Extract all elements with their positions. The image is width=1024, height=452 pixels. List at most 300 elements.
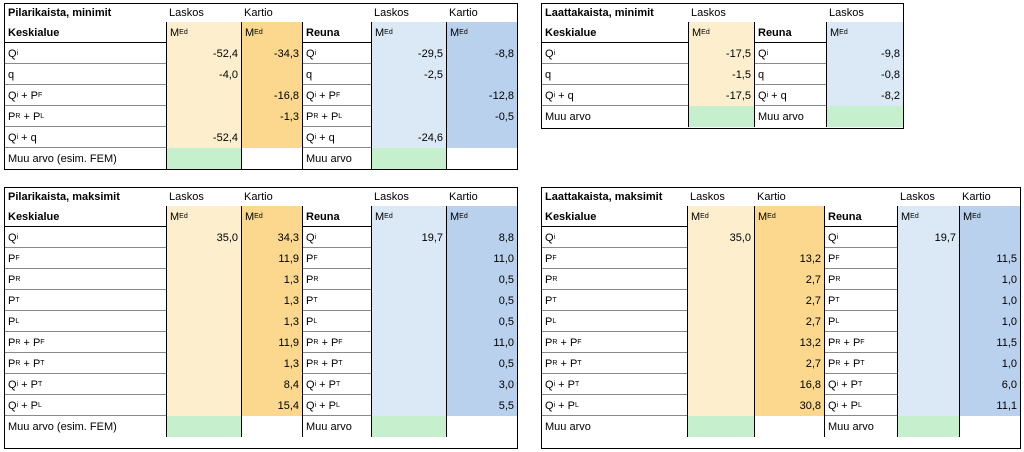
other-value-input-reuna[interactable] [897, 416, 959, 437]
label-main: Q [828, 231, 837, 244]
table-laattakaista-maksimit [541, 187, 1021, 449]
label-subscript-2: T [38, 381, 43, 388]
spacer [755, 4, 826, 22]
other-value-input[interactable] [688, 106, 755, 127]
table-row [542, 43, 903, 64]
row-label-cell [303, 248, 371, 269]
label-main: P [828, 252, 836, 265]
label-subscript-2: T [575, 381, 580, 388]
row-label-cell [542, 395, 687, 416]
row-label-cell [825, 311, 897, 332]
label-subscript: F [835, 255, 840, 262]
value-reuna-laskos: -24,6 [371, 127, 446, 148]
label-main: P [306, 110, 314, 123]
col-header-laskos: Laskos [169, 7, 204, 19]
label-main: q [758, 68, 765, 81]
row-label-cell [755, 43, 826, 64]
col-header-kartio: Kartio [757, 191, 786, 203]
other-value-row [5, 416, 517, 437]
moment-subscript: Ed [254, 213, 263, 220]
label-main: P [8, 252, 16, 265]
label-main: P [545, 315, 553, 328]
row-label-cell [542, 353, 687, 374]
label-subscript: L [552, 318, 557, 325]
label-subscript: i [314, 402, 317, 409]
value-laskos [166, 248, 241, 269]
header-row-2 [542, 22, 903, 43]
row-label-cell [303, 43, 371, 64]
col-header-laskos: Laskos [900, 191, 935, 203]
value-reuna-laskos [897, 332, 959, 353]
moment-symbol: M [901, 210, 911, 223]
other-value-empty [241, 148, 303, 169]
moment-header [166, 22, 241, 43]
label-subscript: R [835, 339, 841, 346]
value-kartio: 1,3 [241, 290, 303, 311]
value-kartio: 15,4 [241, 395, 303, 416]
label-main: P [828, 273, 836, 286]
label-main: P [545, 273, 553, 286]
label-main: P [545, 357, 553, 370]
label-subscript: i [314, 50, 317, 57]
value-kartio: 1,3 [241, 269, 303, 290]
value-reuna-kartio: 1,0 [959, 290, 1020, 311]
moment-header [241, 22, 303, 43]
value-reuna-kartio: 1,0 [959, 311, 1020, 332]
table-row [542, 85, 903, 106]
label-subscript: R [552, 339, 558, 346]
label-main: P [545, 336, 553, 349]
region-label: Keskialue [8, 210, 60, 223]
table-row [5, 64, 517, 85]
label-subscript: R [15, 360, 21, 367]
row-label-cell [303, 85, 371, 106]
value-reuna-laskos [371, 248, 446, 269]
value-reuna-laskos [371, 85, 446, 106]
table-laattakaista-minimit [541, 3, 904, 129]
row-label-cell [5, 127, 166, 148]
table-pilarikaista-maksimit [4, 187, 518, 449]
row-label-cell [542, 248, 687, 269]
moment-symbol: M [692, 26, 702, 39]
value-kartio: -1,3 [241, 106, 303, 127]
row-label-cell [542, 43, 688, 64]
moment-header [446, 22, 517, 43]
label-subscript-2: L [40, 113, 45, 120]
label-subscript: i [553, 92, 556, 99]
label-subscript: i [766, 92, 769, 99]
reuna-label: Reuna [758, 26, 792, 39]
region-label: Keskialue [8, 26, 60, 39]
label-rest: + P [20, 357, 41, 370]
label-subscript: T [552, 297, 557, 304]
label-subscript-2: F [860, 339, 865, 346]
label-subscript: i [314, 92, 317, 99]
value-kartio: 2,7 [754, 353, 825, 374]
label-main: Q [545, 231, 554, 244]
value-reuna-laskos [897, 311, 959, 332]
value-laskos [166, 332, 241, 353]
value-reuna-laskos [897, 290, 959, 311]
table-pilarikaista-minimit [4, 3, 518, 170]
label-rest: + P [840, 357, 861, 370]
value-reuna-laskos: -9,8 [826, 43, 903, 64]
label-main: P [828, 315, 836, 328]
row-label-cell [542, 85, 688, 106]
row-label-cell [825, 227, 897, 248]
label-subscript: i [553, 234, 556, 241]
row-label-cell [303, 127, 371, 148]
moment-subscript: Ed [179, 213, 188, 220]
label-main: Q [758, 47, 767, 60]
label-main: Q [306, 378, 315, 391]
table-row [542, 248, 1020, 269]
value-kartio: 11,9 [241, 248, 303, 269]
row-label-cell [5, 395, 166, 416]
value-laskos [166, 353, 241, 374]
row-label-cell [825, 269, 897, 290]
table-row [542, 374, 1020, 395]
label-subscript: i [314, 234, 317, 241]
value-kartio: 1,3 [241, 311, 303, 332]
table-row [5, 395, 517, 416]
spacer [303, 4, 371, 22]
table-row [542, 332, 1020, 353]
table-row [5, 43, 517, 64]
col-header-kartio: Kartio [449, 7, 478, 19]
col-header-laskos: Laskos [690, 191, 725, 203]
label-main: Q [828, 399, 837, 412]
label-subscript: T [835, 297, 840, 304]
value-laskos [166, 269, 241, 290]
value-laskos: -52,4 [166, 127, 241, 148]
col-header-laskos: Laskos [374, 191, 409, 203]
label-subscript-2: F [577, 339, 582, 346]
moment-subscript: Ed [767, 213, 776, 220]
table-title: Laattakaista, maksimit [545, 191, 663, 203]
label-subscript-2: L [38, 402, 42, 409]
value-laskos [166, 374, 241, 395]
value-reuna-kartio [446, 64, 517, 85]
other-value-input-reuna[interactable] [371, 148, 446, 169]
row-label-cell [825, 353, 897, 374]
label-main: Q [545, 47, 554, 60]
moment-subscript: Ed [459, 213, 468, 220]
label-rest: + P [18, 399, 38, 412]
label-main: P [8, 357, 16, 370]
moment-symbol: M [375, 210, 385, 223]
label-rest: + P [557, 336, 578, 349]
moment-subscript: Ed [384, 213, 393, 220]
value-reuna-kartio: -12,8 [446, 85, 517, 106]
row-label-cell [5, 290, 166, 311]
label-main: Q [545, 399, 554, 412]
row-label-cell [755, 85, 826, 106]
row-label-cell [303, 227, 371, 248]
label-subscript-2: T [338, 360, 343, 367]
label-main: q [306, 68, 313, 81]
col-header-laskos: Laskos [829, 7, 864, 19]
value-reuna-kartio: 11,5 [959, 332, 1020, 353]
value-kartio: -16,8 [241, 85, 303, 106]
value-kartio: 2,7 [754, 269, 825, 290]
value-laskos [166, 311, 241, 332]
value-reuna-kartio: -8,8 [446, 43, 517, 64]
col-header-kartio: Kartio [449, 191, 478, 203]
table-row [5, 127, 517, 148]
label-subscript-2: T [40, 360, 45, 367]
value-laskos [166, 85, 241, 106]
row-label-cell [303, 332, 371, 353]
label-main: P [306, 273, 314, 286]
header-row-2 [5, 206, 517, 227]
value-reuna-kartio: 8,8 [446, 227, 517, 248]
row-label-cell [825, 374, 897, 395]
label-rest: + q [555, 89, 574, 102]
label-main: Q [306, 47, 315, 60]
col-header-kartio: Kartio [244, 191, 273, 203]
label-rest: + P [20, 336, 41, 349]
value-laskos [687, 248, 754, 269]
label-main: q [545, 68, 552, 81]
label-main: Q [758, 89, 767, 102]
label-subscript-2: T [860, 360, 865, 367]
value-laskos [687, 353, 754, 374]
value-kartio: 2,7 [754, 311, 825, 332]
row-label-cell [303, 64, 371, 85]
label-subscript: R [313, 339, 319, 346]
value-kartio: -34,3 [241, 43, 303, 64]
label-main: P [8, 336, 16, 349]
label-main: P [306, 252, 314, 265]
other-value-label-reuna: Muu arvo [306, 152, 352, 165]
label-rest: + q [316, 131, 335, 144]
label-subscript: i [16, 50, 19, 57]
row-label-cell [542, 269, 687, 290]
value-kartio: 34,3 [241, 227, 303, 248]
value-reuna-laskos: -0,8 [826, 64, 903, 85]
moment-symbol: M [758, 210, 768, 223]
other-value-label: Muu arvo (esim. FEM) [8, 420, 117, 433]
table-row [5, 311, 517, 332]
label-subscript: L [313, 318, 318, 325]
label-subscript-2: L [575, 402, 579, 409]
value-kartio [241, 127, 303, 148]
moment-symbol: M [450, 210, 460, 223]
table-title: Pilarikaista, minimit [8, 7, 112, 19]
other-value-input[interactable] [166, 416, 241, 437]
row-label-cell [5, 374, 166, 395]
header-row-1 [542, 4, 903, 22]
value-reuna-kartio [959, 227, 1020, 248]
other-value-input-reuna[interactable] [371, 416, 446, 437]
label-main: Q [306, 231, 315, 244]
moment-subscript: Ed [972, 213, 981, 220]
label-main: Q [306, 131, 315, 144]
value-reuna-kartio: 6,0 [959, 374, 1020, 395]
value-kartio: 2,7 [754, 290, 825, 311]
moment-symbol: M [830, 26, 840, 39]
label-subscript: i [16, 134, 19, 141]
row-label-cell [5, 332, 166, 353]
moment-header [897, 206, 959, 227]
value-laskos: -1,5 [688, 64, 755, 85]
other-value-input[interactable] [166, 148, 241, 169]
label-subscript: T [15, 297, 20, 304]
table-row [542, 290, 1020, 311]
label-main: P [828, 294, 836, 307]
header-row-1 [5, 4, 517, 22]
label-rest: + P [555, 378, 575, 391]
label-rest: + P [840, 336, 861, 349]
other-value-label: Muu arvo [545, 420, 591, 433]
row-label-cell [542, 374, 687, 395]
label-rest: + P [316, 399, 336, 412]
moment-header [687, 206, 754, 227]
moment-subscript: Ed [179, 29, 188, 36]
value-laskos [687, 290, 754, 311]
value-reuna-laskos: 19,7 [371, 227, 446, 248]
other-value-row [5, 148, 517, 169]
value-reuna-laskos [897, 269, 959, 290]
label-rest: + P [18, 378, 38, 391]
table-row [5, 227, 517, 248]
label-subscript: R [313, 360, 319, 367]
moment-subscript: Ed [839, 29, 848, 36]
row-label-cell [825, 395, 897, 416]
table-row [542, 269, 1020, 290]
label-main: P [828, 357, 836, 370]
value-reuna-laskos [371, 332, 446, 353]
row-label-cell [5, 353, 166, 374]
value-reuna-kartio: 11,5 [959, 248, 1020, 269]
label-subscript: i [766, 50, 769, 57]
row-label-cell [5, 106, 166, 127]
value-reuna-kartio: 11,0 [446, 332, 517, 353]
row-label-cell [5, 43, 166, 64]
value-reuna-kartio: 11,0 [446, 248, 517, 269]
label-rest: + q [768, 89, 787, 102]
region-label: Keskialue [545, 26, 597, 39]
other-value-row [542, 416, 1020, 437]
row-label-cell [825, 290, 897, 311]
label-subscript: R [15, 276, 21, 283]
value-kartio: 1,3 [241, 353, 303, 374]
value-reuna-laskos: 19,7 [897, 227, 959, 248]
other-value-row [542, 106, 903, 127]
value-reuna-kartio: 0,5 [446, 311, 517, 332]
label-rest: + P [318, 357, 339, 370]
moment-symbol: M [170, 26, 180, 39]
value-laskos: 35,0 [687, 227, 754, 248]
reuna-label: Reuna [828, 210, 862, 223]
label-rest: + P [316, 89, 336, 102]
header-row-1 [5, 188, 517, 206]
moment-symbol: M [170, 210, 180, 223]
label-main: Q [828, 378, 837, 391]
moment-subscript: Ed [701, 29, 710, 36]
label-main: P [8, 315, 16, 328]
value-kartio: 16,8 [754, 374, 825, 395]
moment-subscript: Ed [254, 29, 263, 36]
row-label-cell [5, 269, 166, 290]
other-value-empty [754, 416, 825, 437]
value-reuna-kartio: 1,0 [959, 353, 1020, 374]
other-value-label-reuna: Muu arvo [306, 420, 352, 433]
header-row-2 [542, 206, 1020, 227]
label-subscript: R [552, 276, 558, 283]
other-value-input[interactable] [687, 416, 754, 437]
row-label-cell [5, 311, 166, 332]
other-value-label-reuna: Muu arvo [758, 110, 804, 123]
label-subscript: i [16, 92, 19, 99]
table-row [5, 269, 517, 290]
label-main: Q [8, 378, 17, 391]
label-rest: + P [20, 110, 41, 123]
table-row [5, 106, 517, 127]
label-subscript-2: L [336, 402, 340, 409]
spacer [303, 188, 371, 206]
label-main: Q [8, 131, 17, 144]
value-reuna-laskos [897, 353, 959, 374]
value-reuna-laskos [371, 269, 446, 290]
other-value-empty-reuna [959, 416, 1020, 437]
row-label-cell [825, 248, 897, 269]
row-label-cell [542, 290, 687, 311]
label-main: Q [306, 399, 315, 412]
table-row [5, 248, 517, 269]
col-header-kartio: Kartio [244, 7, 273, 19]
moment-header [371, 22, 446, 43]
label-main: Q [8, 399, 17, 412]
other-value-input-reuna[interactable] [826, 106, 903, 127]
value-reuna-laskos: -29,5 [371, 43, 446, 64]
label-main: Q [8, 47, 17, 60]
label-main: P [545, 294, 553, 307]
label-subscript: R [835, 360, 841, 367]
table-row [5, 290, 517, 311]
moment-header [826, 22, 903, 43]
value-laskos: -17,5 [688, 43, 755, 64]
label-subscript: i [836, 402, 839, 409]
label-main: P [306, 336, 314, 349]
label-main: P [8, 294, 16, 307]
value-laskos [166, 106, 241, 127]
label-subscript: R [15, 113, 21, 120]
moment-symbol: M [691, 210, 701, 223]
row-label-cell [303, 353, 371, 374]
moment-header [241, 206, 303, 227]
value-reuna-laskos [371, 106, 446, 127]
label-subscript: i [16, 234, 19, 241]
table-row [542, 395, 1020, 416]
label-subscript: T [313, 297, 318, 304]
value-reuna-laskos [897, 374, 959, 395]
label-main: q [8, 68, 15, 81]
row-label-cell [5, 227, 166, 248]
label-main: P [828, 336, 836, 349]
table-row [542, 64, 903, 85]
label-rest: + P [555, 399, 575, 412]
row-label-cell [303, 269, 371, 290]
value-reuna-laskos [897, 248, 959, 269]
label-subscript: i [314, 381, 317, 388]
value-laskos [166, 290, 241, 311]
row-label-cell [825, 332, 897, 353]
row-label-cell [542, 332, 687, 353]
moment-subscript: Ed [910, 213, 919, 220]
other-value-empty [241, 416, 303, 437]
